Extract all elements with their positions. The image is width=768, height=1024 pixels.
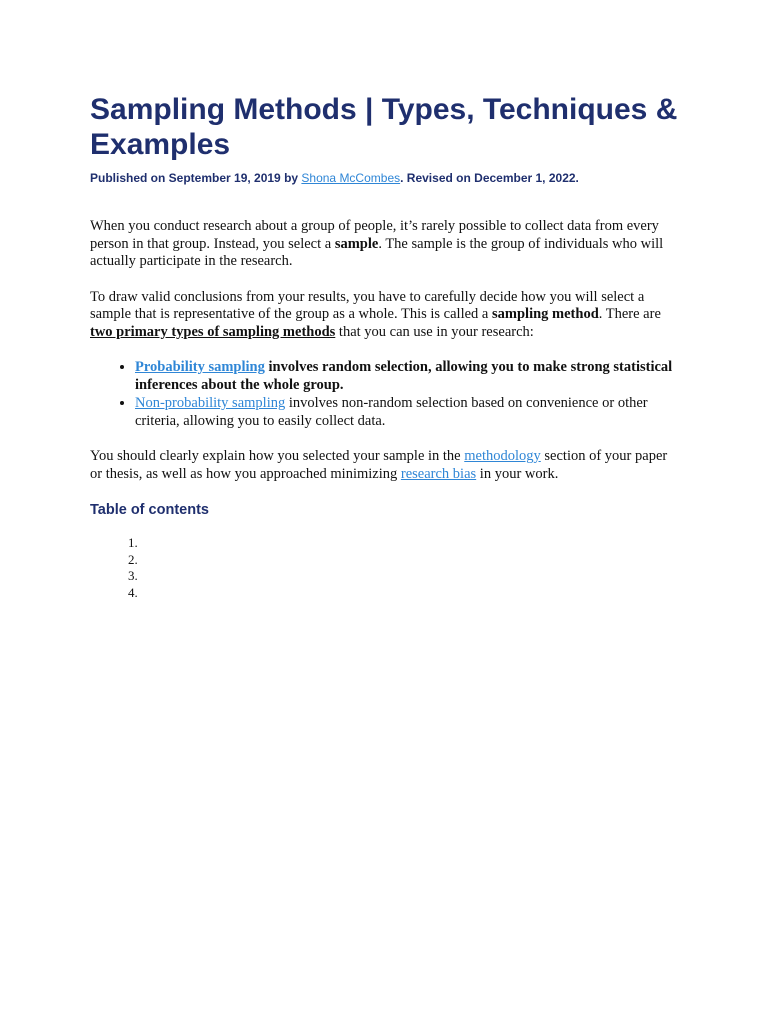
page-title: Sampling Methods | Types, Techniques & Examples (90, 93, 678, 161)
article (90, 92, 680, 601)
toc-item[interactable] (141, 568, 680, 585)
non-probability-description: involves non-random selection based on convenience or other criteria, allowing you to easily collect data. (135, 395, 648, 429)
intro-paragraph (90, 218, 680, 271)
explain-text-end: in your work. (476, 465, 559, 482)
toc-heading: Table of contents (90, 502, 209, 518)
non-probability-sampling-link[interactable]: Non-probability sampling (135, 395, 286, 411)
published-date: Published on September 19, 2019 by (90, 171, 302, 185)
toc-item[interactable] (141, 552, 680, 569)
two-types-emphasis: two primary types of sampling methods (90, 323, 336, 340)
explain-text: You should clearly explain how you selected your sample in the (90, 448, 465, 464)
byline (90, 170, 680, 186)
method-paragraph (90, 289, 680, 342)
intro-text-cont: . The sample is the group of individuals who will actually participate in the research. (90, 235, 664, 269)
toc-item[interactable] (141, 535, 680, 552)
method-text-cont: . There are (598, 306, 661, 322)
list-item (135, 359, 680, 394)
revised-date: . Revised on December 1, 2022. (400, 171, 579, 185)
intro-text: When you conduct research about a group of people, it’s rarely possible to collect data from every person in that group. Instead, you select a (90, 218, 659, 252)
list-item (135, 395, 680, 430)
sample-term: sample (334, 235, 379, 252)
research-bias-link[interactable]: research bias (400, 465, 477, 482)
probability-sampling-link[interactable]: Probability sampling (135, 359, 265, 375)
explain-text-cont: section of your paper or thesis, as well as how you approached minimizing (90, 448, 668, 482)
method-text: To draw valid conclusions from your results, you have to carefully decide how you will select a sample that is representative of the group as a whole. This is called a (90, 288, 645, 322)
probability-description: involves random selection, allowing you to make strong statistical inferences about the whole group. (135, 359, 673, 393)
toc-item[interactable] (141, 585, 680, 602)
explain-paragraph (90, 448, 680, 483)
method-text-end: that you can use in your research: (335, 323, 534, 340)
methodology-link[interactable]: methodology (464, 448, 541, 464)
toc-list (90, 535, 680, 601)
author-link[interactable]: Shona McCombes (301, 171, 401, 185)
sampling-types-list (90, 359, 680, 430)
sampling-method-term: sampling method (492, 306, 599, 322)
